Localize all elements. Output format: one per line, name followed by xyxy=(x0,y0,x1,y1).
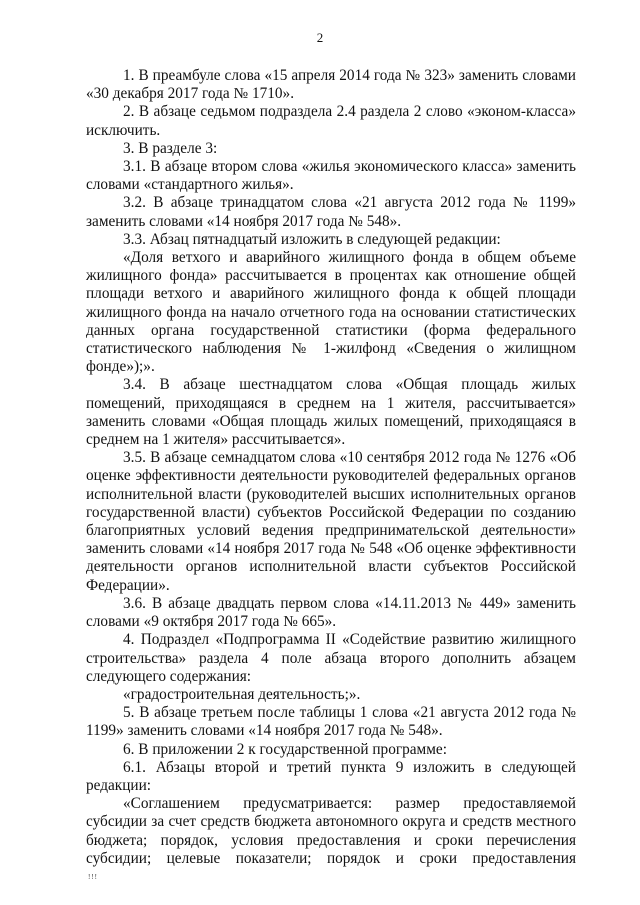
paragraph-6-1: 6.1. Абзацы второй и третий пункта 9 изложить в следующей редакции: xyxy=(86,758,576,794)
paragraph-6: 6. В приложении 2 к государственной программе: xyxy=(123,740,447,758)
paragraph-3-2: 3.2. В абзаце тринадцатом слова «21 августа 2012 года № 1199» заменить словами «14 ноября 2017 года № 548». xyxy=(86,194,576,230)
quoted-paragraph-15: «Доля ветхого и аварийного жилищного фонда в общем объеме жилищного фонда» рассчитывается в процентах как отношение общей площади ветхого и аварийного жилищного фонда к общей площади жилищного фонда на начало отчетного года на основании статистических данных органа государственной статистики (форма федерального статистического наблюдения № 1-жилфонд «Сведения о жилищном фонде»);». xyxy=(86,249,576,376)
paragraph-1: 1. В преамбуле слова «15 апреля 2014 года № 323» заменить словами «30 декабря 2017 года № 1710». xyxy=(86,67,576,103)
paragraph-4: 4. Подраздел «Подпрограмма II «Содействие развитию жилищного строительства» раздела 4 поле абзаца второго дополнить абзацем следующего содержания: xyxy=(86,631,576,685)
paragraph-3-5: 3.5. В абзаце семнадцатом слова «10 сентября 2012 года № 1276 «Об оценке эффективности деятельности руководителей федеральных органов исполнительной власти (руководителей высших исполнительных органов государственной власти) субъектов Российской Федерации по созданию благоприятных условий ведения предпринимательской деятельности» заменить словами «14 ноября 2017 года № 548 «Об оценке эффективности деятельности органов исполнительной власти субъектов Российской Федерации». xyxy=(86,449,576,594)
paragraph-3-3: 3.3. Абзац пятнадцатый изложить в следующей редакции: xyxy=(123,230,501,248)
quoted-agreement: «Соглашением предусматривается: размер предоставляемой субсидии за счет средств бюджета автономного округа и средств местного бюджета; порядок, условия предоставления и сроки перечисления субсидии; целевые показатели; порядок и сроки предоставления xyxy=(86,795,576,867)
paragraph-3-6: 3.6. В абзаце двадцать первом слова «14.11.2013 № 449» заменить словами «9 октября 2017 года № 665». xyxy=(86,594,576,631)
paragraph-3: 3. В разделе 3: xyxy=(123,139,218,157)
paragraph-3-1: 3.1. В абзаце втором слова «жилья экономического класса» заменить словами «стандартного жилья». xyxy=(86,158,576,194)
page-number: 2 xyxy=(316,30,324,45)
footer-mark: !!! xyxy=(88,873,98,881)
paragraph-2: 2. В абзаце седьмом подраздела 2.4 раздела 2 слово «эконом-класса» исключить. xyxy=(86,103,576,139)
document-body xyxy=(86,67,576,868)
paragraph-3-4: 3.4. В абзаце шестнадцатом слова «Общая площадь жилых помещений, приходящаяся в среднем на 1 жителя, рассчитывается» заменить словами «Общая площадь жилых помещений, приходящаяся в среднем на 1 жителя» рассчитывается». xyxy=(86,376,576,449)
paragraph-5: 5. В абзаце третьем после таблицы 1 слова «21 августа 2012 года № 1199» заменить словами «14 ноября 2017 года № 548». xyxy=(86,704,576,740)
quoted-addition: «градостроительная деятельность;». xyxy=(123,685,361,703)
